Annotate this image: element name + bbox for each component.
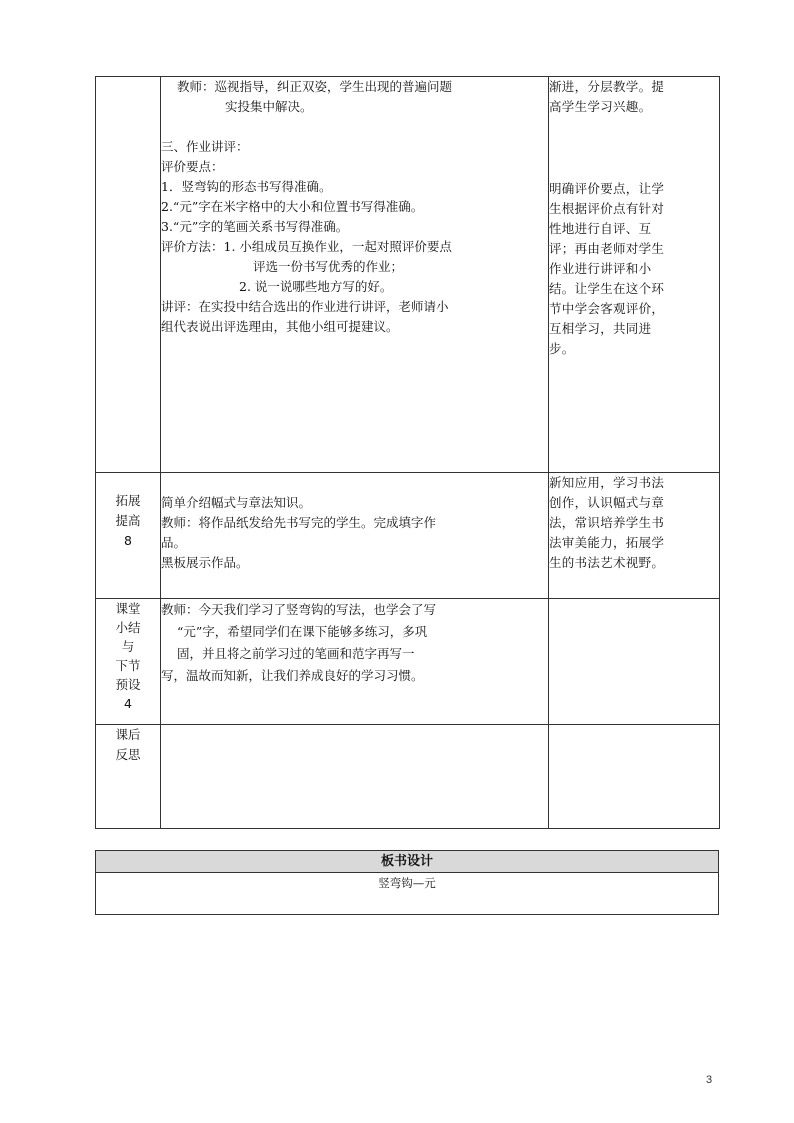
criteria-item: 3.“元”字的笔画关系书写得准确。	[161, 219, 349, 234]
criteria-item: 2.“元”字在米字格中的大小和位置书写得准确。	[161, 199, 424, 214]
note-line: 法，常识培养学生书	[549, 515, 665, 530]
lesson-plan-table	[95, 76, 720, 829]
reflection-content	[161, 725, 549, 829]
note-line: 节中学会客观评价，	[549, 301, 665, 316]
text-line: 教师：将作品纸发给先书写完的学生。完成填字作	[161, 515, 437, 530]
criteria-item: 1．竖弯钩的形态书写得准确。	[161, 179, 332, 194]
note-line: 步。	[549, 341, 575, 356]
text-line: 教师：巡视指导，纠正双姿，学生出现的普遍问题	[177, 79, 453, 94]
text-line: 实投集中解决。	[225, 99, 313, 114]
review-content	[161, 77, 549, 473]
summary-note	[549, 599, 720, 725]
extension-content	[161, 473, 549, 599]
text-line: 评选一份书写优秀的作业；	[253, 259, 404, 274]
row-label-extension: 拓展 提高 8	[96, 473, 161, 599]
note-line: 明确评价要点，让学	[549, 181, 665, 196]
note-line: 互相学习，共同进	[549, 321, 652, 336]
text-line: 讲评：在实投中结合选出的作业进行讲评，老师请小	[161, 299, 449, 314]
text-line: 评价方法：1. 小组成员互换作业，一起对照评价要点	[161, 239, 452, 254]
note-line: 渐进，分层教学。提	[549, 79, 665, 94]
text-line: 品。	[161, 535, 187, 550]
text-line: 写，温故而知新，让我们养成良好的学习习惯。	[161, 668, 424, 683]
section-title: 三、作业讲评：	[161, 139, 249, 154]
table-row-summary	[96, 599, 720, 725]
row-label-summary: 课堂 小结 与 下节 预设 4	[96, 599, 161, 725]
text-line: 组代表说出评选理由，其他小组可提建议。	[161, 319, 399, 334]
note-line: 新知应用，学习书法	[549, 475, 665, 490]
note-line: 高学生学习兴趣。	[549, 99, 652, 114]
reflection-note	[549, 725, 720, 829]
board-design-title: 板书设计	[96, 851, 719, 873]
text-line: 简单介绍幅式与章法知识。	[161, 495, 312, 510]
note-line: 性地进行自评、互	[549, 221, 652, 236]
note-line: 生的书法艺术视野。	[549, 555, 665, 570]
text-line: 固，并且将之前学习过的笔画和范字再写一	[177, 646, 415, 661]
row-label-review	[96, 77, 161, 473]
extension-note	[549, 473, 720, 599]
review-note	[549, 77, 720, 473]
table-row-review	[96, 77, 720, 473]
note-line: 评；再由老师对学生	[549, 241, 665, 256]
note-line: 生根据评价点有针对	[549, 201, 665, 216]
text-line: 2. 说一说哪些地方写的好。	[239, 279, 393, 294]
table-row-extension	[96, 473, 720, 599]
row-label-reflection: 课后 反思	[96, 725, 161, 829]
note-line: 创作，认识幅式与章	[549, 495, 665, 510]
note-line: 作业进行讲评和小	[549, 261, 652, 276]
text-line: 教师：今天我们学习了竖弯钩的写法，也学会了写	[161, 602, 437, 617]
board-design-table	[95, 850, 719, 915]
board-design-content: 竖弯钩—元	[96, 873, 719, 915]
table-row-reflection	[96, 725, 720, 829]
text-line: 黑板展示作品。	[161, 555, 249, 570]
text-line: 评价要点：	[161, 159, 224, 174]
summary-content	[161, 599, 549, 725]
note-line: 法审美能力，拓展学	[549, 535, 665, 550]
page-number: 3	[706, 1074, 713, 1086]
note-line: 结。让学生在这个环	[549, 281, 665, 296]
text-line: “元”字，希望同学们在课下能够多练习，多巩	[177, 624, 428, 639]
